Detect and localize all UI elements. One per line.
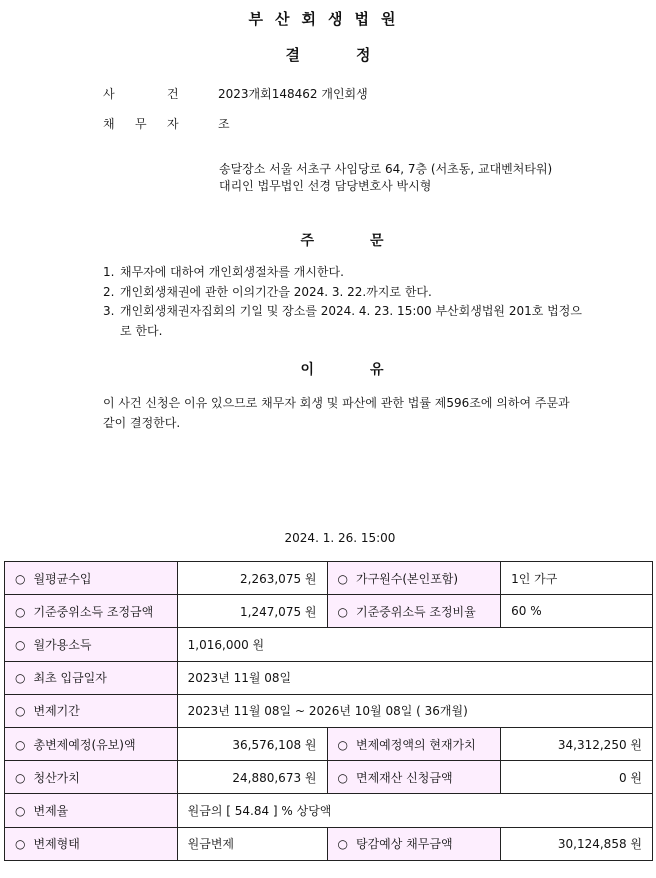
row-label: ○ 월평균수입	[5, 562, 178, 595]
case-label: 사 건	[103, 87, 179, 101]
row-value: 36,576,108 원	[177, 727, 327, 760]
row-value: 1인 가구	[501, 562, 653, 595]
order-item: 1. 채무자에 대하여 개인회생절차를 개시한다.	[103, 265, 344, 279]
row-value: 2023년 11월 08일 ~ 2026년 10월 08일 ( 36개월)	[177, 694, 652, 727]
table-row	[5, 727, 653, 760]
reason-text: 이 사건 신청은 이유 있으므로 채무자 회생 및 파산에 관한 법률 제596조에 의하여 주문과 같이 결정한다.	[103, 396, 570, 430]
row-value: 0 원	[501, 761, 653, 794]
repayment-summary-table	[4, 561, 653, 861]
order-item: 2. 개인회생채권에 관한 이의기간을 2024. 3. 22.까지로 한다.	[103, 284, 432, 299]
debtor-name: 조	[218, 117, 230, 131]
row-value: 2,263,075 원	[177, 562, 327, 595]
table-row	[5, 794, 653, 827]
document-title-right: 정	[356, 46, 371, 64]
case-number: 2023개회148462 개인회생	[218, 87, 368, 101]
debtor-row	[103, 115, 230, 132]
reason-heading: 이 유	[300, 362, 384, 378]
debtor-label: 채 무 자	[103, 117, 179, 131]
table-row	[5, 827, 653, 860]
row-value: 24,880,673 원	[177, 761, 327, 794]
row-value: 2023년 11월 08일	[177, 661, 652, 694]
row-label: ○ 최초 입금일자	[5, 661, 178, 694]
row-value: 원금의 [ 54.84 ] % 상당액	[177, 794, 652, 827]
row-label: ○ 탕감예상 채무금액	[327, 827, 501, 860]
row-label: ○ 변제형태	[5, 827, 178, 860]
row-value: 30,124,858 원	[501, 827, 653, 860]
table-row	[5, 661, 653, 694]
table-row	[5, 694, 653, 727]
row-label: ○ 기준중위소득 조정금액	[5, 595, 178, 628]
row-label: ○ 가구원수(본인포함)	[327, 562, 501, 595]
document-title-left: 결	[285, 46, 300, 64]
order-item: 3. 개인회생채권자집회의 기일 및 장소를 2024. 4. 23. 15:00 부산회생법원 201호 법정으로 한다.	[103, 304, 582, 338]
row-value: 34,312,250 원	[501, 727, 653, 760]
table-row	[5, 595, 653, 628]
order-heading: 주 문	[300, 233, 384, 249]
row-label: ○ 월가용소득	[5, 628, 178, 661]
row-label: ○ 변제예정액의 현재가치	[327, 727, 501, 760]
table-row	[5, 628, 653, 661]
case-number-row	[103, 85, 368, 102]
row-label: ○ 변제기간	[5, 694, 178, 727]
row-value: 60 %	[501, 595, 653, 628]
service-address: 송달장소 서울 서초구 사임당로 64, 7층 (서초동, 교대벤처타워)	[219, 162, 553, 176]
row-value: 1,016,000 원	[177, 628, 652, 661]
attorney-info: 대리인 법무법인 선경 담당변호사 박시형	[219, 179, 432, 193]
row-label: ○ 기준중위소득 조정비율	[327, 595, 501, 628]
row-label: ○ 총변제예정(유보)액	[5, 727, 178, 760]
order-list	[103, 263, 583, 341]
decision-date: 2024. 1. 26. 15:00	[284, 531, 396, 545]
table-row	[5, 761, 653, 794]
row-label: ○ 청산가치	[5, 761, 178, 794]
table-row	[5, 562, 653, 595]
row-value: 1,247,075 원	[177, 595, 327, 628]
row-value: 원금변제	[177, 827, 327, 860]
court-name: 부산회생법원	[248, 10, 408, 28]
row-label: ○ 면제재산 신청금액	[327, 761, 501, 794]
row-label: ○ 변제율	[5, 794, 178, 827]
document-title	[0, 44, 656, 65]
